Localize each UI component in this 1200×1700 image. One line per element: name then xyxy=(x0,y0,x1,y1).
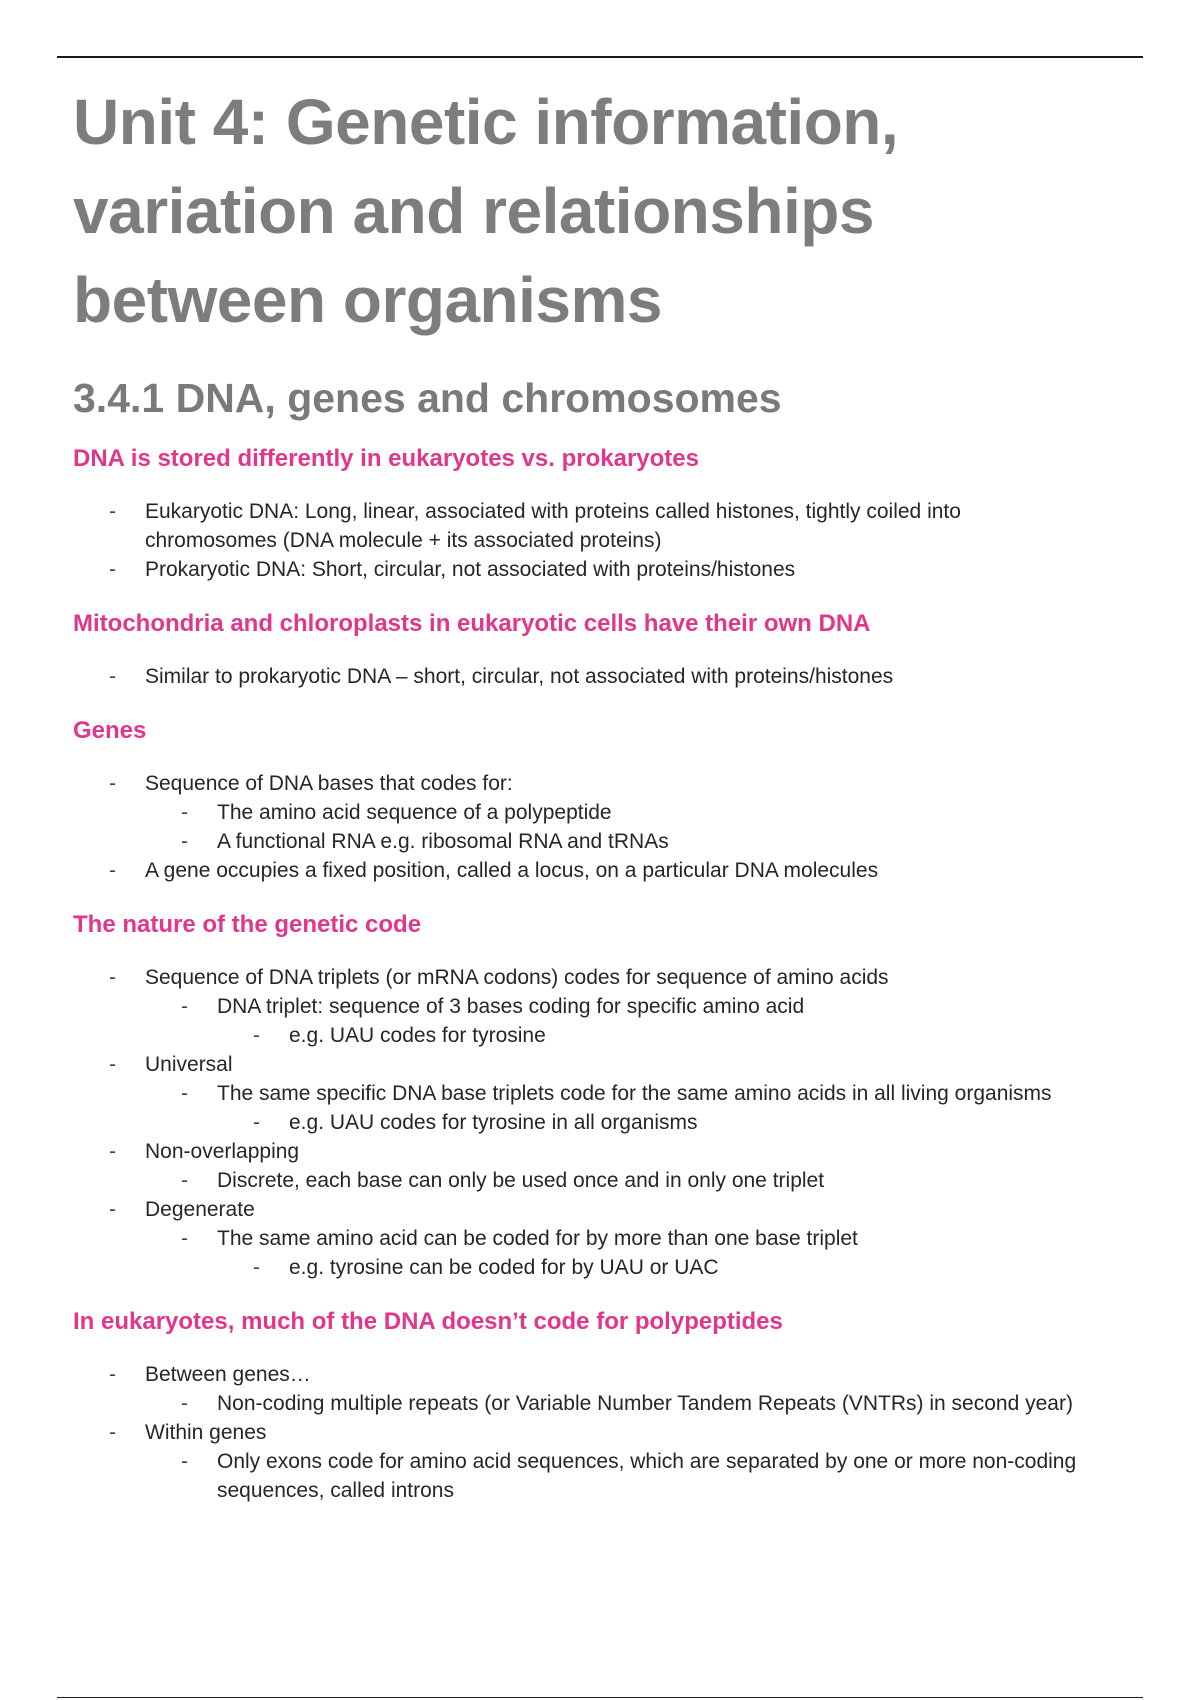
document-page xyxy=(73,78,1133,1505)
section-subtitle: 3.4.1 DNA, genes and chromosomes xyxy=(73,375,782,421)
bullet-list xyxy=(73,963,1133,1282)
section-heading: DNA is stored differently in eukaryotes vs. prokaryotes xyxy=(73,445,699,472)
bullet-list xyxy=(73,769,1133,885)
section-genes xyxy=(73,717,1133,885)
page-title xyxy=(73,78,1133,345)
list-item: - Discrete, each base can only be used once and in only one triplet xyxy=(217,1166,1133,1195)
title-line: between organisms xyxy=(73,264,662,336)
section-heading: Genes xyxy=(73,717,147,744)
section-heading: Mitochondria and chloroplasts in eukaryotic cells have their own DNA xyxy=(73,610,871,637)
sub-list xyxy=(217,1021,1133,1050)
list-item: - Only exons code for amino acid sequences, which are separated by one or more non-coding sequences, called introns xyxy=(217,1447,1133,1505)
list-item: - The amino acid sequence of a polypeptide xyxy=(217,798,1133,827)
sub-list xyxy=(217,1253,1133,1282)
list-item: - DNA triplet: sequence of 3 bases coding for specific amino acid - e.g. UAU codes for tyrosine xyxy=(217,992,1133,1050)
list-item: - Similar to prokaryotic DNA – short, circular, not associated with proteins/histones xyxy=(145,662,1133,691)
title-line: variation and relationships xyxy=(73,175,874,247)
top-rule xyxy=(57,56,1143,58)
list-item: - Between genes… - Non-coding multiple repeats (or Variable Number Tandem Repeats (VNTRs) in second year) xyxy=(145,1360,1133,1418)
sub-list xyxy=(145,798,1133,856)
section-non-coding-dna xyxy=(73,1308,1133,1505)
list-item: - e.g. UAU codes for tyrosine in all organisms xyxy=(289,1108,1133,1137)
bottom-rule xyxy=(57,1697,1143,1698)
section-organelle-dna xyxy=(73,610,1133,691)
list-item: - A functional RNA e.g. ribosomal RNA and tRNAs xyxy=(217,827,1133,856)
bullet-list xyxy=(73,497,1133,584)
list-item: - Within genes - Only exons code for amino acid sequences, which are separated by one or more non-coding sequences, called introns xyxy=(145,1418,1133,1505)
bullet-list xyxy=(73,662,1133,691)
list-item: - Universal - The same specific DNA base triplets code for the same amino acids in all living organisms - e.g. UAU codes for tyrosine in all organisms xyxy=(145,1050,1133,1137)
list-item: - e.g. UAU codes for tyrosine xyxy=(289,1021,1133,1050)
list-item: - Prokaryotic DNA: Short, circular, not associated with proteins/histones xyxy=(145,555,1133,584)
sub-list xyxy=(145,1224,1133,1282)
list-item: - Non-overlapping - Discrete, each base can only be used once and in only one triplet xyxy=(145,1137,1133,1195)
section-heading: In eukaryotes, much of the DNA doesn’t code for polypeptides xyxy=(73,1308,783,1335)
list-item: - Sequence of DNA triplets (or mRNA codons) codes for sequence of amino acids - DNA triplet: sequence of 3 bases coding for specific amino acid - e.g. UAU codes for tyrosine xyxy=(145,963,1133,1050)
list-item: - A gene occupies a fixed position, called a locus, on a particular DNA molecules xyxy=(145,856,1133,885)
sub-list xyxy=(217,1108,1133,1137)
bullet-list xyxy=(73,1360,1133,1505)
sub-list xyxy=(145,1447,1133,1505)
section-heading: The nature of the genetic code xyxy=(73,911,422,938)
sub-list xyxy=(145,992,1133,1050)
list-item: - Sequence of DNA bases that codes for: - The amino acid sequence of a polypeptide - A functional RNA e.g. ribosomal RNA and tRNAs xyxy=(145,769,1133,856)
list-item: - Non-coding multiple repeats (or Variable Number Tandem Repeats (VNTRs) in second year) xyxy=(217,1389,1133,1418)
sub-list xyxy=(145,1166,1133,1195)
title-line: Unit 4: Genetic information, xyxy=(73,86,899,158)
list-item: - The same amino acid can be coded for by more than one base triplet - e.g. tyrosine can be coded for by UAU or UAC xyxy=(217,1224,1133,1282)
section-dna-storage xyxy=(73,445,1133,584)
sub-list xyxy=(145,1389,1133,1418)
list-item: - The same specific DNA base triplets code for the same amino acids in all living organisms - e.g. UAU codes for tyrosine in all organisms xyxy=(217,1079,1133,1137)
sub-list xyxy=(145,1079,1133,1137)
list-item: - e.g. tyrosine can be coded for by UAU or UAC xyxy=(289,1253,1133,1282)
list-item: - Eukaryotic DNA: Long, linear, associated with proteins called histones, tightly coiled into chromosomes (DNA molecule + its associated proteins) xyxy=(145,497,1133,555)
section-genetic-code xyxy=(73,911,1133,1282)
list-item: - Degenerate - The same amino acid can be coded for by more than one base triplet - e.g. tyrosine can be coded for by UAU or UAC xyxy=(145,1195,1133,1282)
